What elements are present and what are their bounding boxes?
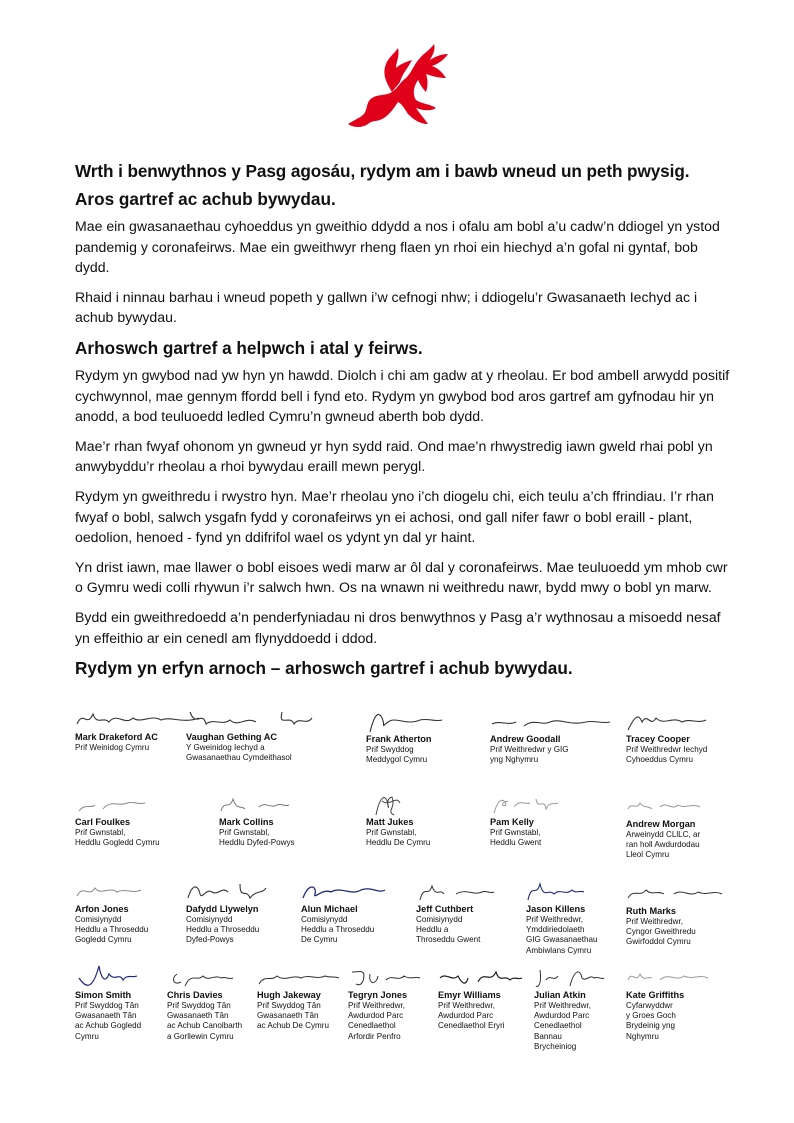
signatory xyxy=(490,791,630,848)
signatory-name: Alun Michael xyxy=(301,904,358,914)
signatory-role: Prif Weithredwr Iechyd Cyhoeddus Cymru xyxy=(626,745,708,765)
signatory-name: Dafydd Llywelyn xyxy=(186,904,259,914)
signatory-role: Prif Swyddog Tân Gwasanaeth Tân ac Achub Canolbarth a Gorllewin Cymru xyxy=(167,1001,243,1041)
welsh-dragon-icon xyxy=(342,38,452,130)
signatory-role: Comisiynydd Heddlu a Throseddu De Cymru xyxy=(301,915,375,945)
signatory-role: Comisiynydd Heddlu a Throseddu Gwent xyxy=(416,915,481,945)
signatory-name: Julian Atkin xyxy=(534,990,586,1000)
paragraph: Yn drist iawn, mae llawer o bobl eisoes wedi marw ar ôl dal y coronafeirws. Mae teuluoedd ym mhob cwr o Gymru wedi colli rhywun i’r salwch hwn. Os na wnawn ni weithredu nawr, bydd mwy o bobl yn marw. xyxy=(75,558,728,596)
signatory xyxy=(301,878,441,946)
signatory-name: Andrew Goodall xyxy=(490,734,561,744)
signatory xyxy=(626,964,766,1042)
signature-image xyxy=(490,708,620,734)
paragraph: Mae’r rhan fwyaf ohonom yn gwneud yr hyn sydd raid. Ond mae’n rhwystredig iawn gweld rhai pobl yn anwybyddu’r rheolau a rhoi bywydau eraill mewn perygl. xyxy=(75,437,713,475)
signature-image xyxy=(626,880,756,906)
signatory xyxy=(626,880,766,948)
signatory-role: Prif Gwnstabl, Heddlu Dyfed-Powys xyxy=(219,828,295,848)
signatory xyxy=(490,708,630,765)
signatory xyxy=(75,878,215,946)
signatory-name: Jeff Cuthbert xyxy=(416,904,474,914)
signatory xyxy=(366,708,506,765)
signatory-name: Matt Jukes xyxy=(366,817,414,827)
signatory xyxy=(186,878,326,946)
signature-image xyxy=(626,708,756,734)
signatory-name: Tegryn Jones xyxy=(348,990,408,1000)
signature-image xyxy=(186,878,316,904)
signature-image xyxy=(257,964,387,990)
signatory xyxy=(257,964,397,1032)
signatory-name: Emyr Williams xyxy=(438,990,501,1000)
paragraph: Rhaid i ninnau barhau i wneud popeth y gallwn i’w cefnogi nhw; i ddiogelu’r Gwasanaeth Iechyd ac i achub bywydau. xyxy=(75,288,698,326)
signature-image xyxy=(626,793,756,819)
signatory-role: Prif Gwnstabl, Heddlu De Cymru xyxy=(366,828,431,848)
paragraph: Rydym yn gweithredu i rwystro hyn. Mae’r rheolau yno i’ch diogelu chi, eich teulu a’ch ffrindiau. I’r rhan fwyaf o bobl, salwch ysgafn fydd y coronafeirws yn ei achosi, ond gall nifer fawr o bobl eraill - plant, oedolion, henoed - fynd yn ddifrifol wael os ydynt yn dal yr haint. xyxy=(75,487,714,546)
signature-image xyxy=(75,791,205,817)
section2-heading: Arhoswch gartref a helpwch i atal y feirws. xyxy=(75,337,423,358)
signatory-role: Prif Weithredwr, Cyngor Gweithredu Gwirfoddol Cymru xyxy=(626,917,696,947)
signature-image xyxy=(416,878,546,904)
signatory-name: Jason Killens xyxy=(526,904,586,914)
signatory-name: Hugh Jakeway xyxy=(257,990,321,1000)
signatory xyxy=(75,964,215,1042)
signatory-role: Prif Gwnstabl, Heddlu Gogledd Cymru xyxy=(75,828,160,848)
signatory-name: Ruth Marks xyxy=(626,906,677,916)
headline: Wrth i benwythnos y Pasg agosáu, rydym am i bawb wneud un peth pwysig. xyxy=(75,161,690,181)
signature-image xyxy=(167,964,297,990)
signatory-name: Carl Foulkes xyxy=(75,817,131,827)
signatory-name: Arfon Jones xyxy=(75,904,129,914)
signature-image xyxy=(626,964,756,990)
signatory xyxy=(348,964,488,1042)
signatory-role: Cyfarwyddwr y Groes Goch Brydeinig yng Nghymru xyxy=(626,1001,676,1041)
signatory-name: Tracey Cooper xyxy=(626,734,690,744)
signatory-name: Vaughan Gething AC xyxy=(186,732,278,742)
letter-body xyxy=(75,160,735,685)
signatory-role: Prif Swyddog Tân Gwasanaeth Tân ac Achub De Cymru xyxy=(257,1001,329,1031)
signatory xyxy=(75,791,215,848)
signatory-name: Kate Griffiths xyxy=(626,990,685,1000)
signature-image xyxy=(186,706,316,732)
signatory-name: Chris Davies xyxy=(167,990,223,1000)
signatory xyxy=(167,964,307,1042)
signature-image xyxy=(75,964,205,990)
signatory-name: Mark Collins xyxy=(219,817,274,827)
signatory xyxy=(186,706,326,763)
signatory xyxy=(416,878,556,946)
signatory-role: Arweinydd CLlLC, ar ran holl Awdurdodau Lleol Cymru xyxy=(626,830,701,860)
section1-heading: Aros gartref ac achub bywydau. xyxy=(75,189,336,209)
signatory-role: Prif Swyddog Tân Gwasanaeth Tân ac Achub Gogledd Cymru xyxy=(75,1001,142,1041)
signature-image xyxy=(366,708,496,734)
signature-image xyxy=(534,964,664,990)
paragraph: Bydd ein gweithredoedd a’n penderfyniadau ni dros benwythnos y Pasg a’r wythnosau a misoedd nesaf yn effeithio ar ein cenedl am flynyddoedd i ddod. xyxy=(75,608,721,646)
signatory xyxy=(438,964,578,1032)
signatory-name: Simon Smith xyxy=(75,990,132,1000)
signatory-role: Prif Weinidog Cymru xyxy=(75,743,150,752)
signature-image xyxy=(75,706,205,732)
signatory xyxy=(626,708,766,765)
signatory-role: Prif Weithredwr y GIG yng Nghymru xyxy=(490,745,569,765)
signature-image xyxy=(75,878,205,904)
signature-image xyxy=(526,878,656,904)
signature-image xyxy=(438,964,568,990)
signatory-role: Prif Weithredwr, Awdurdod Parc Cenedlaethol Eryri xyxy=(438,1001,505,1031)
signatory-name: Andrew Morgan xyxy=(626,819,696,829)
signature-image xyxy=(219,791,349,817)
signatory xyxy=(626,793,766,861)
signature-image xyxy=(366,791,496,817)
signatory xyxy=(526,878,666,956)
signatory-name: Mark Drakeford AC xyxy=(75,732,158,742)
closing-heading: Rydym yn erfyn arnoch – arhoswch gartref i achub bywydau. xyxy=(75,658,573,679)
signatory-role: Prif Weithredwr, Awdurdod Parc Cenedlaethol Bannau Brycheiniog xyxy=(534,1001,591,1051)
signatory xyxy=(534,964,674,1052)
paragraph: Mae ein gwasanaethau cyhoeddus yn gweithio ddydd a nos i ofalu am bobl a’u cadw’n ddiogel yn ystod pandemig y coronafeirws. Mae ein gweithwyr rheng flaen yn rhoi ein hiechyd a’n gofal ni gyntaf, bob dydd. xyxy=(75,218,720,276)
signatory xyxy=(219,791,359,848)
signatory xyxy=(75,706,215,753)
signatory xyxy=(366,791,506,848)
signatory-role: Prif Swyddog Meddygol Cymru xyxy=(366,745,428,765)
signatory-role: Comisiynydd Heddlu a Throseddu Gogledd Cymru xyxy=(75,915,149,945)
signatory-role: Comisiynydd Heddlu a Throseddu Dyfed-Powys xyxy=(186,915,260,945)
signatory-role: Prif Gwnstabl, Heddlu Gwent xyxy=(490,828,542,848)
signatory-role: Y Gweinidog Iechyd a Gwasanaethau Cymdeithasol xyxy=(186,743,292,763)
signatory-name: Frank Atherton xyxy=(366,734,432,744)
signature-image xyxy=(490,791,620,817)
paragraph: Rydym yn gwybod nad yw hyn yn hawdd. Diolch i chi am gadw at y rheolau. Er bod ambell arwydd positif cychwynnol, mae gennym ffordd bell i fynd eto. Rydym yn gwybod bod aros gartref am gyfnodau hir yn anodd, a bod teuluoedd ledled Cymru’n gwneud aberth bob dydd. xyxy=(75,366,730,425)
signatory-role: Prif Weithredwr, Awdurdod Parc Cenedlaethol Arfordir Penfro xyxy=(348,1001,405,1041)
signatory-name: Pam Kelly xyxy=(490,817,534,827)
signatory-role: Prif Weithredwr, Ymddiriedolaeth GIG Gwasanaethau Ambiwlans Cymru xyxy=(526,915,598,955)
signature-image xyxy=(301,878,431,904)
signature-image xyxy=(348,964,478,990)
